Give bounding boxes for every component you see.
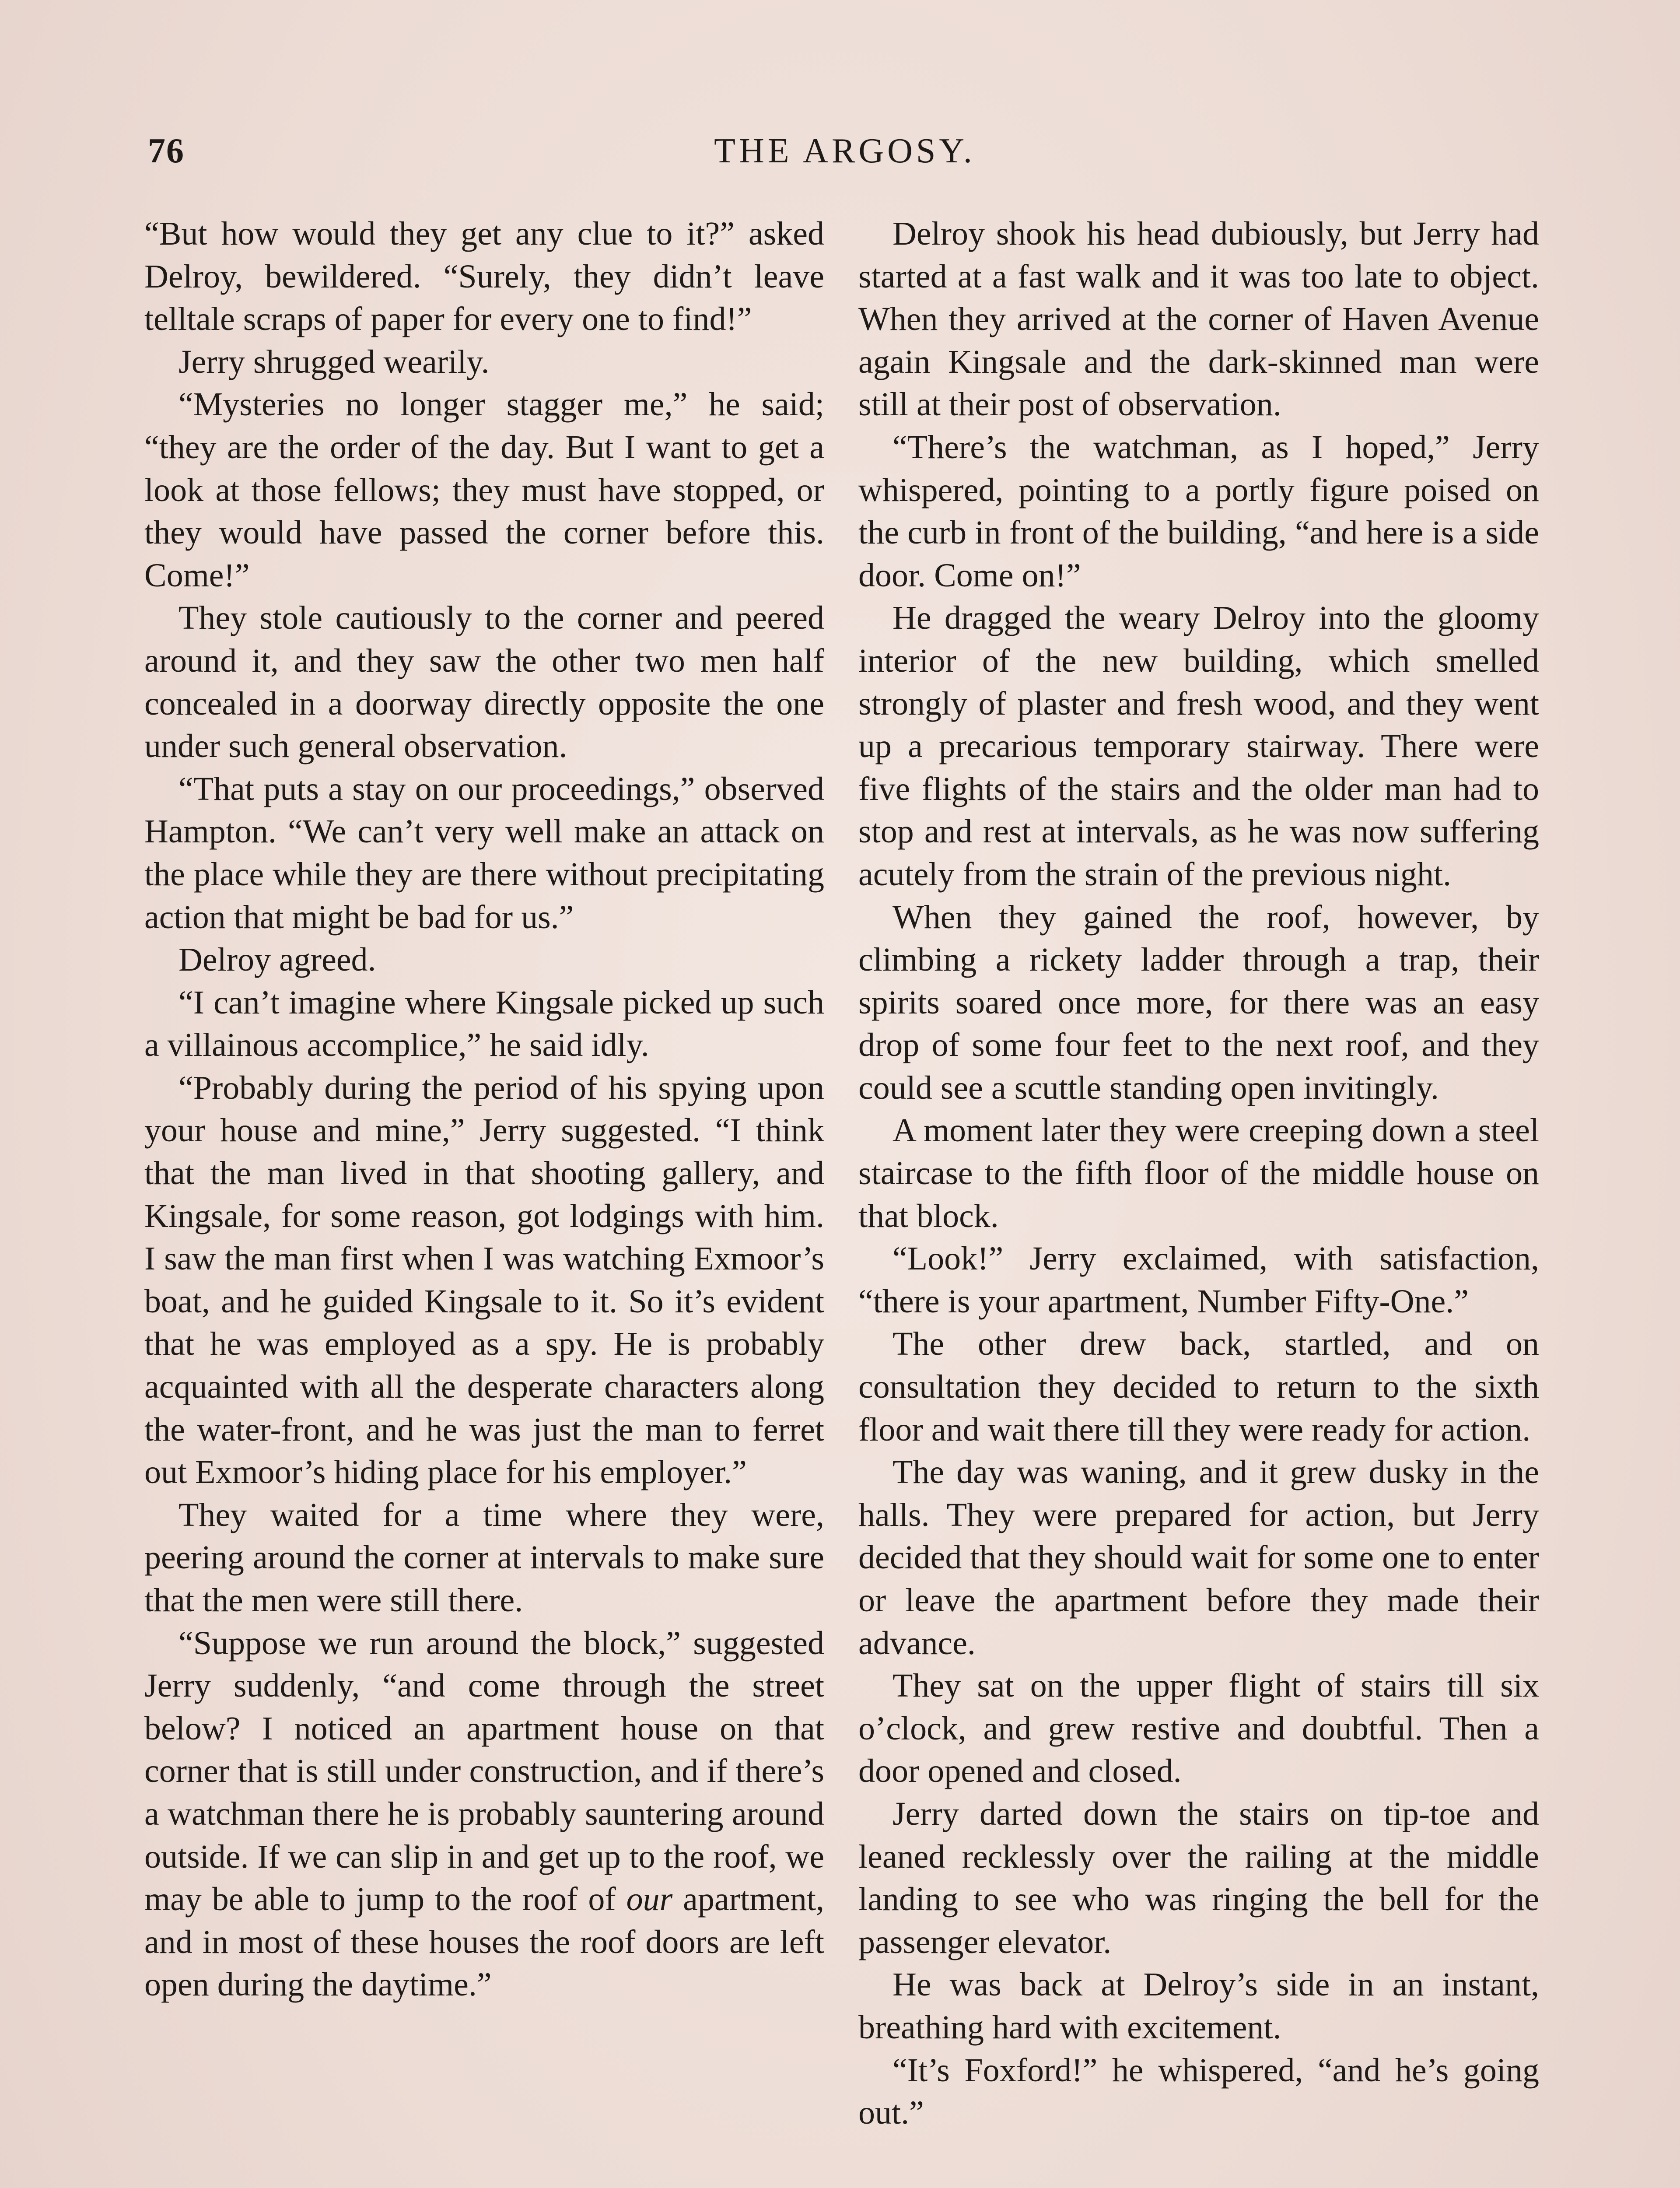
paragraph: Delroy shook his head dubiously, but Jerry had started at a fast walk and it was too late to object. When they arrived at the corner of Haven Avenue again Kingsale and the dark-skinned man were still at their post of observation. <box>858 215 1539 423</box>
paragraph: “I can’t imagine where Kingsale picked up such a villainous accomplice,” he said idly. <box>144 984 824 1064</box>
right-column <box>858 213 1539 2135</box>
running-head: THE ARGOSY. <box>714 132 976 170</box>
paragraph: A moment later they were creeping down a steel staircase to the fifth floor of the middle house on that block. <box>858 1112 1539 1234</box>
page-number: 76 <box>148 132 185 170</box>
paragraph: “There’s the watchman, as I hoped,” Jerry whispered, pointing to a portly figure poised on the curb in front of the building, “and here is a side door. Come on!” <box>858 428 1539 594</box>
paragraph: They stole cautiously to the corner and peered around it, and they saw the other two men half concealed in a doorway directly opposite the one under such general observation. <box>144 600 824 765</box>
paragraph: “It’s Foxford!” he whispered, “and he’s going out.” <box>858 2051 1539 2132</box>
paragraph: The day was waning, and it grew dusky in the halls. They were prepared for action, but Jerry decided that they should wait for some one to enter or leave the apartment before they made their advance. <box>858 1454 1539 1662</box>
paragraph-text: “Suppose we run around the block,” suggested Jerry suddenly, “and come through the street below? I noticed an apartment house on that corner that is still under construction, and if there’s a watchman there he is probably sauntering around outside. If we can slip in and get up to the roof, we may be able to jump to the roof of <box>144 1624 824 1918</box>
paragraph: They waited for a time where they were, peering around the corner at intervals to make sure that the men were still there. <box>144 1496 824 1619</box>
paragraph-text: apartment, and in most of these houses the roof doors are left open during the daytime.” <box>144 1881 825 2003</box>
paragraph: “That puts a stay on our proceedings,” observed Hampton. “We can’t very well make an attack on the place while they are there without precipitating action that might be bad for us.” <box>144 770 824 936</box>
paragraph: When they gained the roof, however, by climbing a rickety ladder through a trap, their spirits soared once more, for there was an easy drop of some four feet to the next roof, and they could see a scuttle standing open invitingly. <box>858 898 1539 1106</box>
paragraph: “But how would they get any clue to it?” asked Delroy, bewildered. “Surely, they didn’t leave telltale scraps of paper for every one to find!” <box>144 215 824 338</box>
page-header <box>148 131 1542 184</box>
paragraph: Jerry shrugged wearily. <box>178 343 490 380</box>
paragraph: “Look!” Jerry exclaimed, with satisfaction, “there is your apartment, Number Fifty-One.” <box>858 1240 1539 1320</box>
paragraph: Jerry darted down the stairs on tip-toe and leaned recklessly over the railing at the middle landing to see who was ringing the bell for the passenger elevator. <box>858 1795 1539 1960</box>
paragraph: Delroy agreed. <box>178 941 376 978</box>
paragraph <box>144 1622 824 2006</box>
paragraph: “Mysteries no longer stagger me,” he said; “they are the order of the day. But I want to get a look at those fellows; they must have stopped, or they would have passed the corner before this. Come!” <box>144 386 824 594</box>
paragraph: “Probably during the period of his spying upon your house and mine,” Jerry suggested. “I think that the man lived in that shooting gallery, and Kingsale, for some reason, got lodgings with him. I saw the man first when I was watching Exmoor’s boat, and he guided Kingsale to it. So it’s evident that he was employed as a spy. He is probably acquainted with all the desperate characters along the water-front, and he was just the man to ferret out Exmoor’s hiding place for his employer.” <box>144 1069 824 1491</box>
paragraph: He dragged the weary Delroy into the gloomy interior of the new building, which smelled strongly of plaster and fresh wood, and they went up a precarious temporary stairway. There were five flights of the stairs and the older man had to stop and rest at intervals, as he was now suffering acutely from the strain of the previous night. <box>858 600 1539 893</box>
left-column <box>144 213 824 2006</box>
emphasis-text: our <box>626 1881 673 1918</box>
paragraph: The other drew back, startled, and on consultation they decided to return to the sixth floor and wait there till they were ready for action. <box>858 1325 1539 1448</box>
paragraph: They sat on the upper flight of stairs till six o’clock, and grew restive and doubtful. Then a door opened and closed. <box>858 1667 1539 1790</box>
paragraph: He was back at Delroy’s side in an instant, breathing hard with excitement. <box>858 1966 1539 2046</box>
